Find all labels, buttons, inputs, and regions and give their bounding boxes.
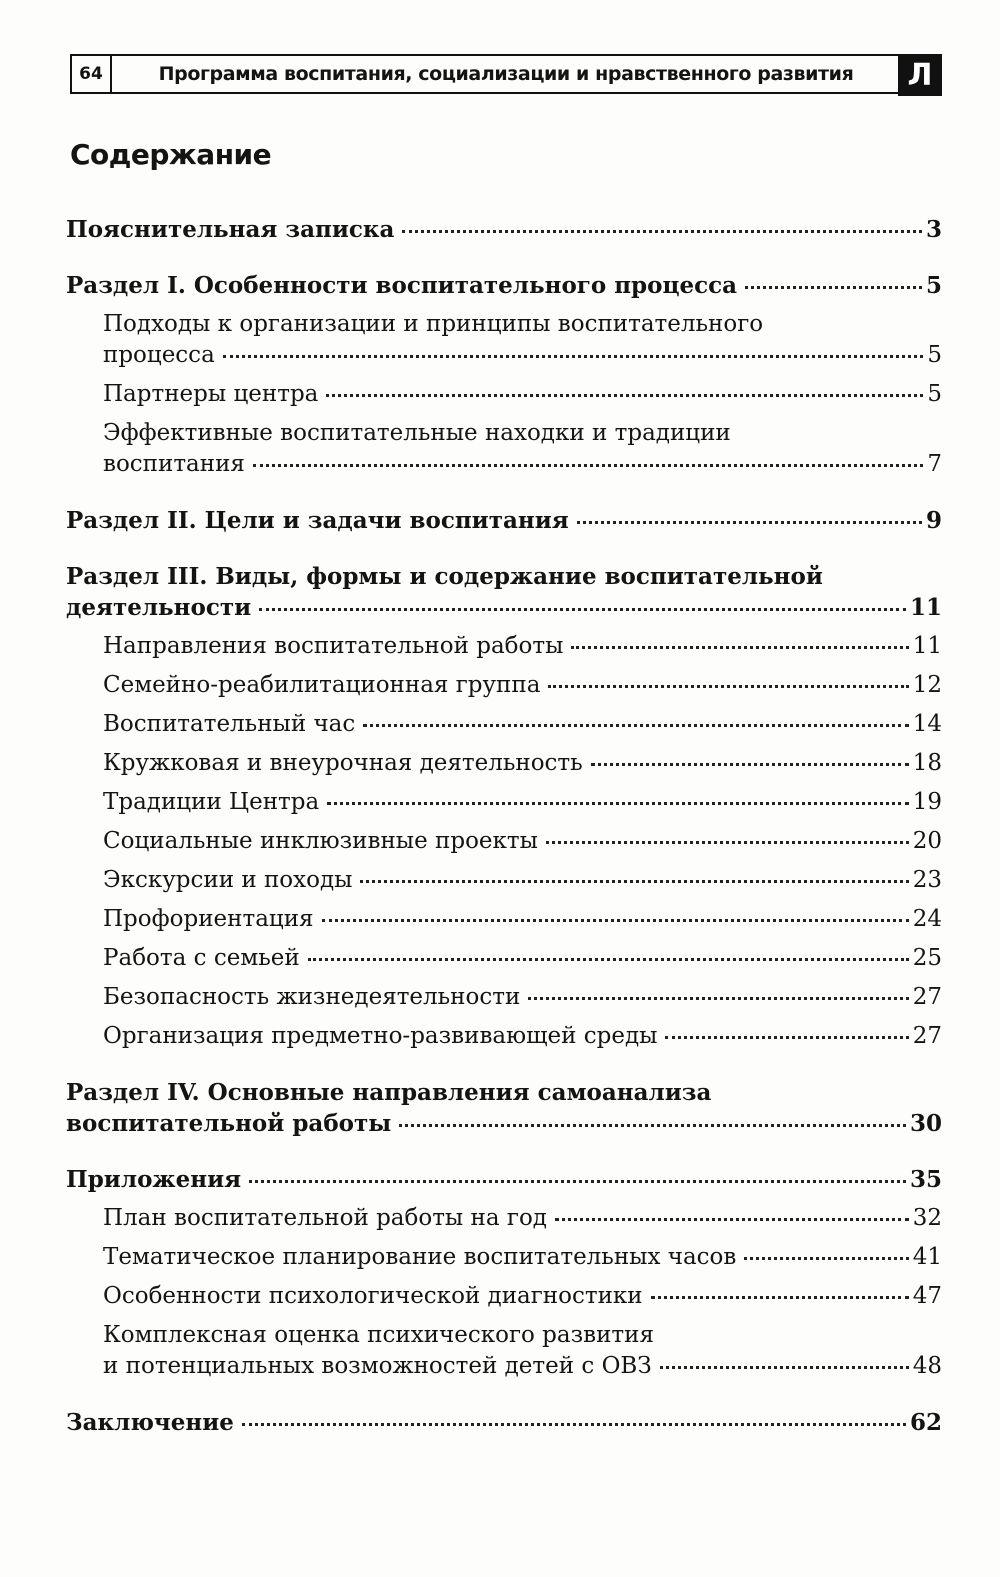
toc-entry-title: Кружковая и внеурочная деятельность <box>103 750 583 776</box>
toc-entry-row <box>66 1164 942 1195</box>
toc-subsection-entry[interactable] <box>66 709 942 740</box>
toc-entry-title: Раздел II. Цели и задачи воспитания <box>66 507 569 534</box>
dot-leader <box>548 685 908 688</box>
toc-entry-title: План воспитательной работы на год <box>103 1205 547 1231</box>
toc-entry-title: Организация предметно-развивающей среды <box>103 1023 658 1049</box>
toc-entry-title: Профориентация <box>103 906 314 932</box>
dot-leader <box>546 841 909 844</box>
toc-subsection-entry[interactable] <box>66 418 942 480</box>
toc-entry-title: Работа с семьей <box>103 945 300 971</box>
toc-entry-page: 20 <box>912 828 942 854</box>
toc-subsection-entry[interactable] <box>66 1320 942 1382</box>
toc-entry-title-line: Раздел III. Виды, формы и содержание воспитательной <box>66 563 823 590</box>
toc-entry-page: 47 <box>912 1283 942 1309</box>
toc-entry-page: 12 <box>912 672 942 698</box>
toc-entry-page: 32 <box>912 1205 942 1231</box>
dot-leader <box>360 880 908 883</box>
running-title: Программа воспитания, социализации и нравственного развития <box>158 63 854 85</box>
toc-entry-title: Раздел I. Особенности воспитательного процесса <box>66 272 738 299</box>
toc-entry-page: 3 <box>925 216 942 243</box>
toc-entry-row <box>66 1108 942 1139</box>
toc-entry-title: Особенности психологической диагностики <box>103 1283 643 1309</box>
publisher-logo-icon: Л <box>898 54 942 96</box>
toc-entry-row <box>66 592 942 623</box>
toc-subsection-entry[interactable] <box>66 309 942 371</box>
toc-entry-page: 11 <box>912 633 942 659</box>
toc-entry-row <box>66 270 942 301</box>
toc-section-entry[interactable] <box>66 561 942 623</box>
toc-entry-page: 35 <box>909 1166 942 1193</box>
toc-subsection-entry[interactable] <box>66 631 942 662</box>
toc-subsection-entry[interactable] <box>66 1281 942 1312</box>
toc-entry-title: Пояснительная записка <box>66 216 395 243</box>
toc-entry-page: 24 <box>912 906 942 932</box>
toc-entry-row <box>103 670 942 701</box>
dot-leader <box>253 464 923 467</box>
toc-entry-row <box>103 449 942 480</box>
toc-subsection-entry[interactable] <box>66 826 942 857</box>
toc-entry-row <box>103 787 942 818</box>
toc-entry-row <box>103 943 942 974</box>
dot-leader <box>591 763 909 766</box>
toc-entry-page: 41 <box>912 1244 942 1270</box>
toc-section-entry[interactable] <box>66 1077 942 1139</box>
toc-entry-row <box>66 1407 942 1438</box>
running-header <box>70 54 942 96</box>
dot-leader <box>363 724 908 727</box>
toc-entry-title: Приложения <box>66 1166 242 1193</box>
toc-entry-page: 62 <box>909 1409 942 1436</box>
dot-leader <box>665 1036 908 1039</box>
toc-entry-title: воспитания <box>103 451 245 477</box>
toc-entry-row <box>103 1351 942 1382</box>
toc-subsection-entry[interactable] <box>66 904 942 935</box>
toc-entry-page: 14 <box>912 711 942 737</box>
toc-entry-title: Тематическое планирование воспитательных часов <box>103 1244 737 1270</box>
toc-section-entry[interactable] <box>66 505 942 536</box>
toc-entry-page: 5 <box>927 342 942 368</box>
toc-entry-title: воспитательной работы <box>66 1110 392 1137</box>
dot-leader <box>402 230 922 233</box>
toc-entry-page: 23 <box>912 867 942 893</box>
dot-leader <box>555 1218 909 1221</box>
toc-entry-page: 5 <box>927 381 942 407</box>
toc-subsection-entry[interactable] <box>66 943 942 974</box>
toc-subsection-entry[interactable] <box>66 670 942 701</box>
toc-entry-row <box>66 214 942 245</box>
dot-leader <box>308 958 909 961</box>
dot-leader <box>223 355 924 358</box>
toc-entry-title: Социальные инклюзивные проекты <box>103 828 538 854</box>
dot-leader <box>651 1296 909 1299</box>
toc-entry-page: 11 <box>909 594 942 621</box>
toc-subsection-entry[interactable] <box>66 787 942 818</box>
toc-entry-page: 18 <box>912 750 942 776</box>
toc-entry-row <box>103 1242 942 1273</box>
toc-entry-title-line: Комплексная оценка психического развития <box>103 1322 654 1348</box>
toc-entry-row <box>103 1281 942 1312</box>
toc-entry-page: 19 <box>912 789 942 815</box>
toc-entry-page: 27 <box>912 1023 942 1049</box>
toc-section-entry[interactable] <box>66 270 942 301</box>
dot-leader <box>327 802 909 805</box>
dot-leader <box>745 286 922 289</box>
toc-entry-title: Заключение <box>66 1409 234 1436</box>
toc-entry-title: и потенциальных возможностей детей с ОВЗ <box>103 1353 652 1379</box>
toc-subsection-entry[interactable] <box>66 1203 942 1234</box>
toc-entry-row <box>103 631 942 662</box>
toc-entry-row <box>103 826 942 857</box>
toc-entry-row <box>103 1021 942 1052</box>
toc-entry-row <box>103 709 942 740</box>
dot-leader <box>744 1257 908 1260</box>
toc-entry-page: 30 <box>909 1110 942 1137</box>
dot-leader <box>249 1180 906 1183</box>
toc-entry-page: 25 <box>912 945 942 971</box>
toc-subsection-entry[interactable] <box>66 982 942 1013</box>
toc-entry-title: Традиции Центра <box>103 789 320 815</box>
dot-leader <box>326 394 923 397</box>
toc-entry-page: 5 <box>925 272 942 299</box>
dot-leader <box>259 608 906 611</box>
dot-leader <box>577 521 922 524</box>
toc-subsection-entry[interactable] <box>66 748 942 779</box>
toc-entry-row <box>103 982 942 1013</box>
toc-entry-title: Безопасность жизнедеятельности <box>103 984 521 1010</box>
toc-heading: Содержание <box>70 138 272 171</box>
toc-subsection-entry[interactable] <box>66 865 942 896</box>
toc-subsection-entry[interactable] <box>66 1021 942 1052</box>
toc-entry-page: 7 <box>927 451 942 477</box>
toc-entry-row <box>103 904 942 935</box>
toc-entry-title: Семейно-реабилитационная группа <box>103 672 541 698</box>
dot-leader <box>528 997 908 1000</box>
toc-entry-row <box>103 340 942 371</box>
dot-leader <box>399 1124 906 1127</box>
dot-leader <box>571 646 908 649</box>
dot-leader <box>660 1366 909 1369</box>
toc-subsection-entry[interactable] <box>66 1242 942 1273</box>
toc-entry-title-line: Подходы к организации и принципы воспитательного <box>103 311 764 337</box>
toc-entry-title-line: Раздел IV. Основные направления самоанализа <box>66 1079 712 1106</box>
toc-entry-title-line: Эффективные воспитательные находки и традиции <box>103 420 731 446</box>
toc-entry-page: 9 <box>925 507 942 534</box>
toc-entry-row <box>66 505 942 536</box>
toc-entry-title: Направления воспитательной работы <box>103 633 564 659</box>
dot-leader <box>322 919 909 922</box>
dot-leader <box>242 1423 906 1426</box>
table-of-contents <box>66 214 942 1438</box>
page-number: 64 <box>70 54 112 94</box>
toc-entry-title: процесса <box>103 342 215 368</box>
toc-entry-row <box>103 379 942 410</box>
toc-entry-title: Партнеры центра <box>103 381 319 407</box>
toc-section-entry[interactable] <box>66 214 942 245</box>
toc-entry-title: Экскурсии и походы <box>103 867 353 893</box>
toc-entry-row <box>103 865 942 896</box>
toc-entry-row <box>103 1203 942 1234</box>
toc-subsection-entry[interactable] <box>66 379 942 410</box>
toc-section-entry[interactable] <box>66 1407 942 1438</box>
toc-entry-title: деятельности <box>66 594 252 621</box>
toc-entry-page: 48 <box>912 1353 942 1379</box>
toc-entry-page: 27 <box>912 984 942 1010</box>
toc-entry-title: Воспитательный час <box>103 711 356 737</box>
toc-section-entry[interactable] <box>66 1164 942 1195</box>
toc-entry-row <box>103 748 942 779</box>
